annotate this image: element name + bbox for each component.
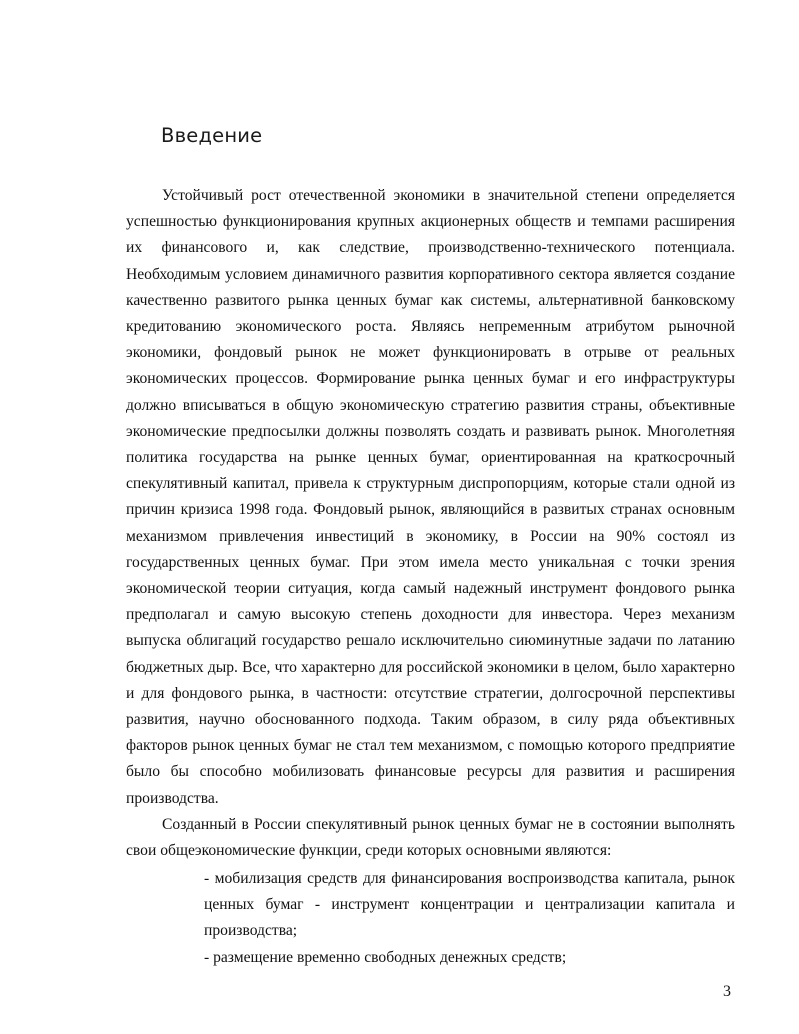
list-item: - мобилизация средств для финансирования воспроизводства капитала, рынок ценных бумаг - инструмент концентрации и централизации капитала и производства;: [204, 870, 735, 940]
list-item: - размещение временно свободных денежных средств;: [204, 948, 567, 966]
body-paragraph: Устойчивый рост отечественной экономики в значительной степени определяется успешностью функционирования крупных акционерных обществ и темпами расширения их финансового и, как следствие, производственно-технического потенциала. Необходимым условием динамичного развития корпоративного сектора является создание качественно развитого рынка ценных бумаг как системы, альтернативной банковскому кредитованию экономического роста. Являясь непременным атрибутом рыночной экономики, фондовый рынок не может функционировать в отрыве от реальных экономических процессов. Формирование рынка ценных бумаг и его инфраструктуры должно вписываться в общую экономическую стратегию развития страны, объективные экономические предпосылки должны позволять создать и развивать рынок. Многолетняя политика государства на рынке ценных бумаг, ориентированная на краткосрочный спекулятивный капитал, привела к структурным диспропорциям, которые стали одной из причин кризиса 1998 года. Фондовый рынок, являющийся в развитых странах основным механизмом привлечения инвестиций в экономику, в России на 90% состоял из государственных ценных бумаг. При этом имела место уникальная с точки зрения экономической теории ситуация, когда самый надежный инструмент фондового рынка предполагал и самую высокую степень доходности для инвестора. Через механизм выпуска облигаций государство решало исключительно сиюминутные задачи по латанию бюджетных дыр. Все, что характерно для российской экономики в целом, было характерно и для фондового рынка, в частности: отсутствие стратегии, долгосрочной перспективы развития, научно обоснованного подхода. Таким образом, в силу ряда объективных факторов рынок ценных бумаг не стал тем механизмом, с помощью которого предприятие было бы способно мобилизовать финансовые ресурсы для развития и расширения производства.: [126, 187, 735, 807]
page-number: 3: [723, 983, 731, 1000]
body-paragraph: Созданный в России спекулятивный рынок ценных бумаг не в состоянии выполнять свои общеэкономические функции, среди которых основными являются:: [126, 816, 735, 860]
page-title: Введение: [161, 124, 263, 147]
function-list: [204, 866, 735, 971]
